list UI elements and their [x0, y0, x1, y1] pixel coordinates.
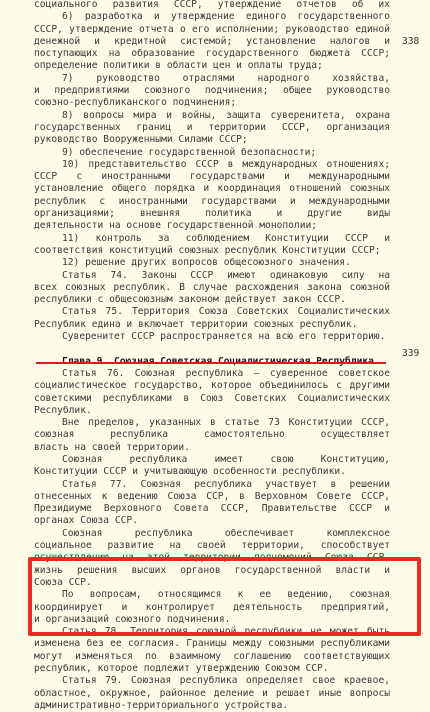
text-line: Союза ССР.	[34, 576, 92, 588]
text-line: СССР с иностранными государствами и международными	[34, 171, 390, 183]
text-line: союзная республика самостоятельно осуществляет	[34, 429, 390, 441]
text-line: 11) контроль за соблюдением Конституции СССР и	[62, 232, 390, 244]
text-line: 10) представительство СССР в международных отношениях;	[62, 158, 390, 170]
text-line: республик, которое подлежит утверждению Союзом ССР.	[34, 663, 329, 675]
text-line: руководство Вооруженными Силами СССР;	[34, 134, 248, 146]
text-line: Статья 77. Союзная республика участвует в решении	[62, 478, 390, 490]
text-line: Статья 79. Союзная республика определяет свое краевое,	[62, 675, 390, 687]
text-line: и предприятиями союзного подчинения; общее руководство	[34, 85, 390, 97]
text-line: осуществлению на этой территории полномочий Союза ССР,	[34, 552, 390, 564]
highlight-box-article-78	[28, 557, 421, 636]
text-line: Статья 76. Союзная республика — суверенное советское	[62, 367, 390, 379]
text-line: жизнь решения высших органов государственной власти и	[34, 564, 390, 576]
text-line: Статья 74. Законы СССР имеют одинаковую силу на	[62, 269, 390, 281]
text-line: поступающих на образование государственного бюджета СССР;	[34, 48, 390, 60]
text-line: Статья 75. Территория Союза Советских Социалистических	[62, 306, 390, 318]
text-line: советскими республиками в Союз Советских Социалистических	[34, 392, 390, 404]
text-line: деятельности на основе государственной монополии;	[34, 220, 318, 232]
text-line: органах Союза ССР.	[34, 515, 138, 527]
text-line: и организаций союзного подчинения.	[34, 613, 231, 625]
text-line: могут изменяться по взаимному соглашению соответствующих	[34, 650, 390, 662]
text-line: 9) обеспечение государственной безопасности;	[62, 146, 317, 158]
text-line: 8) вопросы мира и войны, защита суверенитета, охрана	[62, 109, 390, 121]
text-line: административно-территориального устройства.	[34, 699, 289, 711]
text-line: Суверенитет СССР распространяется на всю его территорию.	[62, 331, 386, 343]
text-line: социальное развитие на своей территории, способствует	[34, 540, 390, 552]
text-line: денежной и кредитной системой; установление налогов и	[34, 35, 390, 47]
text-line: соответствия конституций союзных республик Конституции СССР;	[34, 244, 381, 256]
text-line: Вне пределов, указанных в статье 73 Конституции СССР,	[62, 417, 390, 429]
page-number: 338	[402, 36, 420, 47]
text-line: Президиуме Верховного Совета СССР, Правительстве СССР и	[34, 503, 390, 515]
page-number: 339	[402, 348, 420, 359]
text-line: республики с общесоюзным законом действует закон СССР.	[34, 294, 346, 306]
text-line: координирует и контролирует деятельность предприятий,	[34, 601, 390, 613]
text-line: Конституции СССР и учитывающую особенности республики.	[34, 466, 346, 478]
text-line: По вопросам, относящимся к ее ведению, союзная	[62, 589, 390, 601]
text-line: Статья 78. Территория союзной республики не может быть	[62, 626, 390, 638]
text-line: социалистическое государство, которое объединилось с другими	[34, 380, 390, 392]
text-line: организациями; внешняя политика и другие виды	[34, 208, 390, 220]
text-line: определение политики в области цен и оплаты труда;	[34, 60, 323, 72]
text-line: государственных границ и территории СССР, организация	[34, 121, 390, 133]
text-line: республик с иностранными государствами и международными	[34, 195, 390, 207]
text-line: установление общего порядка и координация отношений союзных	[34, 183, 390, 195]
text-line: отнесенных к ведению Союза ССР, в Верховном Совете СССР,	[34, 490, 390, 502]
text-line: 6) разработка и утверждение единого государственного	[62, 11, 390, 23]
text-line: областное, окружное, районное деление и решает иные вопросы	[34, 687, 390, 699]
text-line: союзно-республиканского подчинения;	[34, 97, 237, 109]
text-line: Республик едина и включает территории союзных республик.	[34, 318, 358, 330]
text-line: Республик.	[34, 404, 92, 416]
text-line	[34, 343, 390, 355]
text-line: социального развития СССР, утверждение отчетов об их	[34, 0, 390, 10]
chapter-heading-underline	[36, 362, 386, 364]
text-line: Союзная республика обеспечивает комплексное	[62, 527, 390, 539]
text-line: власть на своей территории.	[34, 441, 190, 453]
text-line: всех союзных республик. В случае расхождения закона союзной	[34, 281, 390, 293]
text-line: 7) руководство отраслями народного хозяйства,	[62, 72, 390, 84]
text-line: изменена без ее согласия. Границы между союзными республиками	[34, 638, 390, 650]
text-line: Союзная республика имеет свою Конституцию,	[62, 453, 390, 465]
text-line: 12) решение других вопросов общесоюзного значения.	[62, 257, 351, 269]
text-line: СССР, утверждение отчета о его исполнении; руководство единой	[34, 23, 390, 35]
